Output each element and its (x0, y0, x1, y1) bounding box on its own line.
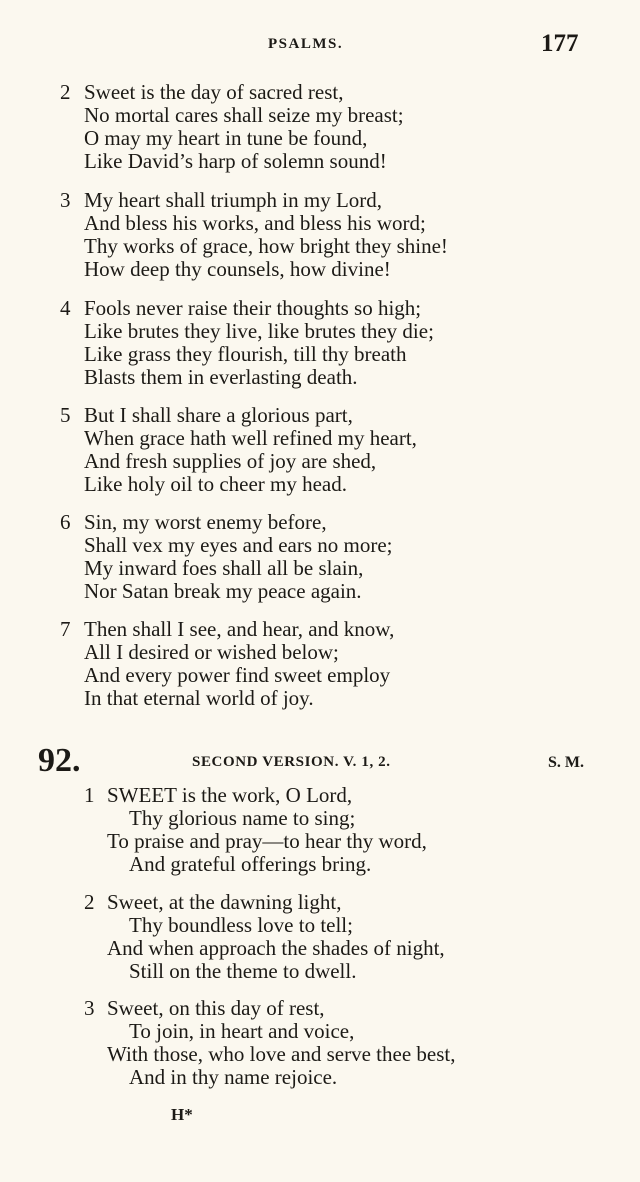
verse-line: Still on the theme to dwell. (129, 959, 357, 983)
verse-number: 2 (60, 80, 71, 104)
hymn-meter: S. M. (548, 754, 584, 771)
running-head: PSALMS. (268, 36, 344, 52)
verse-line: And grateful offerings bring. (129, 852, 372, 876)
verse-line: And bless his works, and bless his word; (84, 211, 426, 235)
verse-line: My inward foes shall all be slain, (84, 556, 364, 580)
verse-number: 7 (60, 617, 71, 641)
verse-line: Sweet, on this day of rest, (107, 996, 325, 1020)
verse-number: 6 (60, 510, 71, 534)
verse-number: 3 (60, 188, 71, 212)
signature-mark: H* (171, 1105, 193, 1124)
verse-number: 3 (84, 996, 95, 1020)
verse-line: Sin, my worst enemy before, (84, 510, 327, 534)
verse-line: Then shall I see, and hear, and know, (84, 617, 395, 641)
verse-line: Shall vex my eyes and ears no more; (84, 533, 393, 557)
verse-line: But I shall share a glorious part, (84, 403, 353, 427)
verse-line: Sweet is the day of sacred rest, (84, 80, 344, 104)
verse-line: Blasts them in everlasting death. (84, 365, 358, 389)
verse-line: Thy boundless love to tell; (129, 913, 353, 937)
verse-number: 5 (60, 403, 71, 427)
hymn-number: 92. (38, 742, 81, 779)
hymn-title: SECOND VERSION. V. 1, 2. (192, 754, 391, 770)
verse-number: 2 (84, 890, 95, 914)
verse-line: How deep thy counsels, how divine! (84, 257, 391, 281)
verse-line: Thy glorious name to sing; (129, 806, 356, 830)
verse-line: With those, who love and serve thee best, (107, 1042, 456, 1066)
verse-line: Sweet, at the dawning light, (107, 890, 342, 914)
verse-line: When grace hath well refined my heart, (84, 426, 417, 450)
verse-line: My heart shall triumph in my Lord, (84, 188, 383, 212)
verse-line: All I desired or wished below; (84, 640, 339, 664)
verse-line: And when approach the shades of night, (107, 936, 445, 960)
verse-line: And fresh supplies of joy are shed, (84, 449, 377, 473)
verse-line: Like brutes they live, like brutes they die; (84, 319, 434, 343)
verse-line: SWEET is the work, O Lord, (107, 783, 353, 807)
verse-line: In that eternal world of joy. (84, 686, 314, 710)
verse-line: Nor Satan break my peace again. (84, 579, 362, 603)
verse-line: O may my heart in tune be found, (84, 126, 368, 150)
verse-line: No mortal cares shall seize my breast; (84, 103, 404, 127)
verse-number: 4 (60, 296, 71, 320)
verse-line: Like holy oil to cheer my head. (84, 472, 348, 496)
hymn-header (38, 742, 584, 782)
verse-line: Fools never raise their thoughts so high; (84, 296, 422, 320)
page-number: 177 (541, 30, 579, 57)
verse-line: Like grass they flourish, till thy breath (84, 342, 407, 366)
verse-number: 1 (84, 783, 95, 807)
verse-line: And in thy name rejoice. (129, 1065, 338, 1089)
verse-line: Thy works of grace, how bright they shine! (84, 234, 448, 258)
verse-line: To join, in heart and voice, (129, 1019, 355, 1043)
verse-line: Like David’s harp of solemn sound! (84, 149, 387, 173)
verse-line: And every power find sweet employ (84, 663, 391, 687)
verse-line: To praise and pray—to hear thy word, (107, 829, 427, 853)
